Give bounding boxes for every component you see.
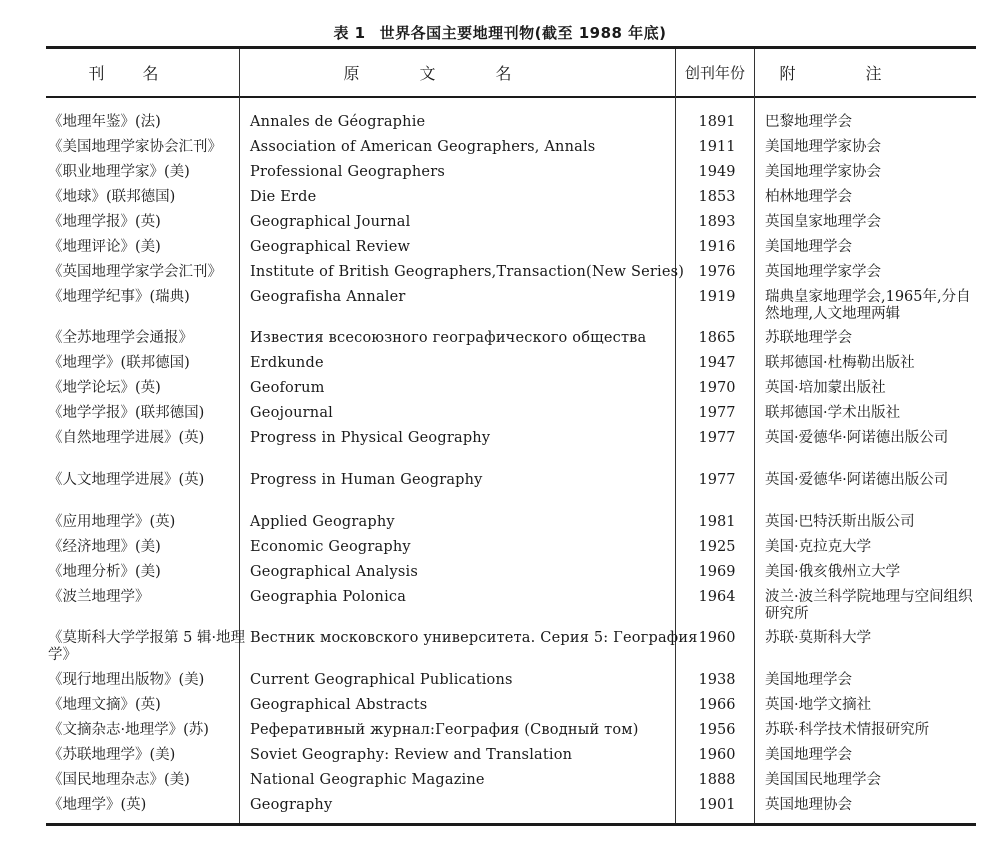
founding-year: 1865 xyxy=(698,330,736,346)
publisher-note: 美国国民地理学会 xyxy=(765,772,881,788)
journal-name: 《国民地理杂志》(美) xyxy=(48,772,190,788)
journal-name: 《地理学纪事》(瑞典) xyxy=(48,289,190,305)
publisher-note: 美国地理学会 xyxy=(765,672,852,688)
original-title: Вестник московского университета. Серия 5: География xyxy=(250,630,698,646)
publisher-note: 苏联地理学会 xyxy=(765,330,852,346)
original-title: Geographical Abstracts xyxy=(250,697,428,713)
founding-year: 1916 xyxy=(698,239,736,255)
original-title: Geojournal xyxy=(250,405,334,421)
founding-year: 1976 xyxy=(698,264,736,280)
publisher-note: 美国地理学家协会 xyxy=(765,139,881,155)
founding-year: 1947 xyxy=(698,355,736,371)
journal-name: 《地理分析》(美) xyxy=(48,564,161,580)
journal-name: 《文摘杂志·地理学》(苏) xyxy=(48,722,209,738)
original-title: Известия всесоюзного географического общества xyxy=(250,330,647,346)
original-title: Soviet Geography: Review and Translation xyxy=(250,747,573,763)
founding-year: 1949 xyxy=(698,164,736,180)
original-title: Current Geographical Publications xyxy=(250,672,513,688)
publisher-note: 英国·巴特沃斯出版公司 xyxy=(765,514,915,530)
publisher-note: 联邦德国·学术出版社 xyxy=(765,405,901,421)
journal-name: 《地理年鉴》(法) xyxy=(48,114,161,130)
journal-name: 《苏联地理学》(美) xyxy=(48,747,176,763)
founding-year: 1956 xyxy=(698,722,736,738)
journal-name: 《地学论坛》(英) xyxy=(48,380,161,396)
founding-year: 1970 xyxy=(698,380,736,396)
journal-name: 《美国地理学家协会汇刊》 xyxy=(48,139,222,155)
original-title: Geographical Analysis xyxy=(250,564,419,580)
founding-year: 1893 xyxy=(698,214,736,230)
founding-year: 1981 xyxy=(698,514,736,530)
journal-name: 《地理学》(英) xyxy=(48,797,147,813)
original-title: Applied Geography xyxy=(250,514,395,530)
journal-name: 《地理文摘》(英) xyxy=(48,697,161,713)
original-title: Economic Geography xyxy=(250,539,411,555)
founding-year: 1911 xyxy=(698,139,736,155)
founding-year: 1969 xyxy=(698,564,736,580)
original-title: Geoforum xyxy=(250,380,325,396)
founding-year: 1960 xyxy=(698,630,736,646)
publisher-note: 英国皇家地理学会 xyxy=(765,214,881,230)
publisher-note: 联邦德国·杜梅勒出版社 xyxy=(765,355,915,371)
table-number: 表 1 xyxy=(333,24,366,42)
founding-year: 1938 xyxy=(698,672,736,688)
publisher-note: 苏联·科学技术情报研究所 xyxy=(765,722,930,738)
publisher-note: 美国·克拉克大学 xyxy=(765,539,872,555)
founding-year: 1891 xyxy=(698,114,736,130)
journal-name: 《全苏地理学会通报》 xyxy=(48,330,193,346)
publisher-note: 巴黎地理学会 xyxy=(765,114,852,130)
publisher-note: 美国地理学会 xyxy=(765,239,852,255)
journal-name: 《应用地理学》(英) xyxy=(48,514,176,530)
original-title: Institute of British Geographers,Transaction(New Series) xyxy=(250,264,685,280)
original-title: Реферативный журнал:География (Сводный том) xyxy=(250,722,639,738)
original-title: Erdkunde xyxy=(250,355,324,371)
journal-name: 《地理评论》(美) xyxy=(48,239,161,255)
journal-name: 《职业地理学家》(美) xyxy=(48,164,190,180)
original-title: Association of American Geographers, Annals xyxy=(250,139,596,155)
publisher-note: 瑞典皇家地理学会,1965年,分自然地理,人文地理两辑 xyxy=(765,289,971,322)
journal-name: 《自然地理学进展》(英) xyxy=(48,430,205,446)
publisher-note: 英国·地学文摘社 xyxy=(765,697,872,713)
founding-year: 1888 xyxy=(698,772,736,788)
original-title: Annales de Géographie xyxy=(250,114,426,130)
publisher-note: 波兰·波兰科学院地理与空间组织研究所 xyxy=(765,589,973,622)
journal-name: 《经济地理》(美) xyxy=(48,539,161,555)
journal-name: 《地理学》(联邦德国) xyxy=(48,355,190,371)
original-title: Geographical Review xyxy=(250,239,411,255)
header-rule xyxy=(46,96,976,98)
founding-year: 1964 xyxy=(698,589,736,605)
journal-name: 《地球》(联邦德国) xyxy=(48,189,176,205)
publisher-note: 美国地理学家协会 xyxy=(765,164,881,180)
publisher-note: 英国地理协会 xyxy=(765,797,852,813)
founding-year: 1977 xyxy=(698,472,736,488)
original-title: Geographia Polonica xyxy=(250,589,407,605)
original-title: Progress in Human Geography xyxy=(250,472,483,488)
founding-year: 1853 xyxy=(698,189,736,205)
original-title: Progress in Physical Geography xyxy=(250,430,491,446)
publisher-note: 柏林地理学会 xyxy=(765,189,852,205)
founding-year: 1977 xyxy=(698,430,736,446)
publisher-note: 美国·俄亥俄州立大学 xyxy=(765,564,901,580)
founding-year: 1977 xyxy=(698,405,736,421)
original-title: Professional Geographers xyxy=(250,164,445,180)
column-header-original: 原文名 xyxy=(343,64,572,83)
original-title: Geografisha Annaler xyxy=(250,289,406,305)
publisher-note: 英国·爱德华·阿诺德出版公司 xyxy=(765,472,949,488)
journal-name: 《莫斯科大学学报第 5 辑·地理学》 xyxy=(48,630,246,663)
publisher-note: 英国地理学家学会 xyxy=(765,264,881,280)
table-title-text: 世界各国主要地理刊物(截至 1988 年底) xyxy=(379,24,667,42)
journal-name: 《地学学报》(联邦德国) xyxy=(48,405,205,421)
publisher-note: 苏联·莫斯科大学 xyxy=(765,630,872,646)
founding-year: 1901 xyxy=(698,797,736,813)
original-title: National Geographic Magazine xyxy=(250,772,485,788)
publisher-note: 英国·爱德华·阿诺德出版公司 xyxy=(765,430,949,446)
journal-name: 《波兰地理学》 xyxy=(48,589,150,605)
column-header-year: 创刊年份 xyxy=(684,64,745,82)
journal-name: 《英国地理学家学会汇刊》 xyxy=(48,264,222,280)
journal-name: 《人文地理学进展》(英) xyxy=(48,472,205,488)
founding-year: 1960 xyxy=(698,747,736,763)
bottom-rule xyxy=(46,823,976,826)
founding-year: 1925 xyxy=(698,539,736,555)
column-header-name: 刊名 xyxy=(88,64,197,83)
founding-year: 1919 xyxy=(698,289,736,305)
table-title xyxy=(0,22,1000,43)
original-title: Geographical Journal xyxy=(250,214,411,230)
original-title: Die Erde xyxy=(250,189,317,205)
founding-year: 1966 xyxy=(698,697,736,713)
journal-name: 《地理学报》(英) xyxy=(48,214,161,230)
journal-name: 《现行地理出版物》(美) xyxy=(48,672,205,688)
publisher-note: 美国地理学会 xyxy=(765,747,852,763)
column-header-note: 附注 xyxy=(779,64,952,83)
original-title: Geography xyxy=(250,797,333,813)
publisher-note: 英国·培加蒙出版社 xyxy=(765,380,886,396)
